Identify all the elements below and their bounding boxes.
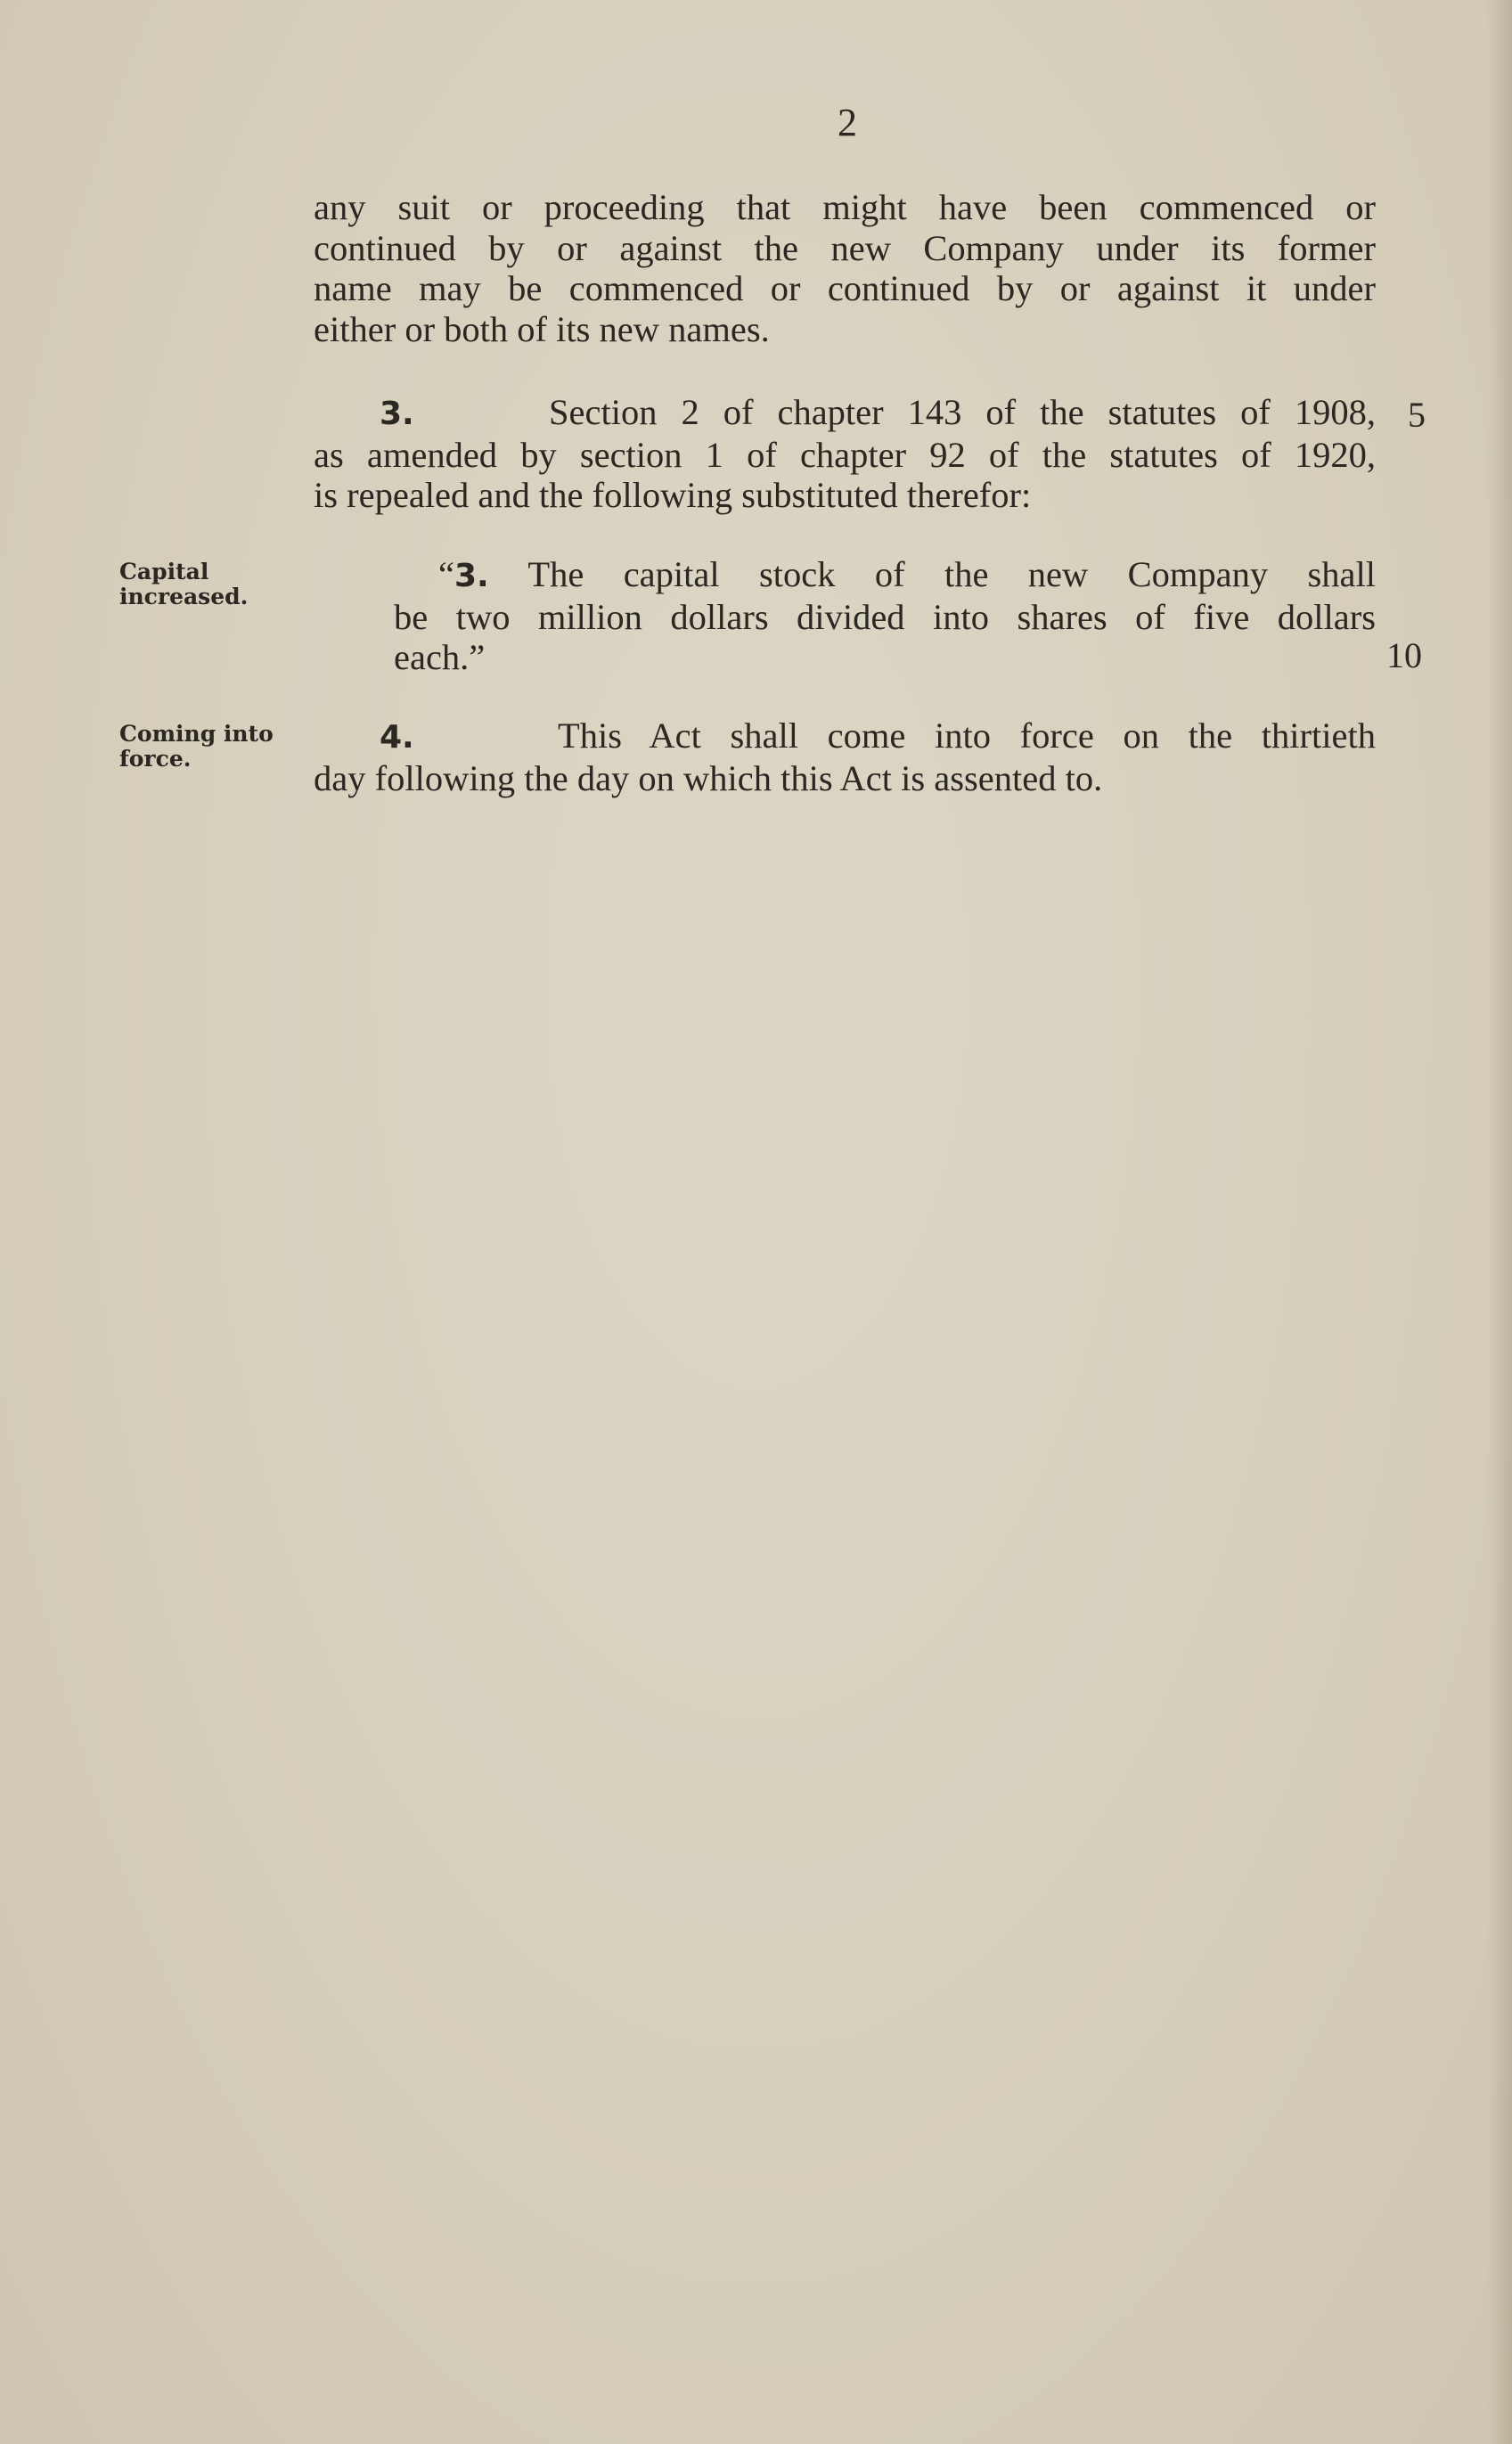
paragraph-continuation <box>314 187 1376 349</box>
text-line: any suit or proceeding that might have been commenced or <box>314 187 1376 227</box>
text-line: name may be commenced or continued by or against it under <box>314 268 1376 308</box>
open-quote: “ <box>438 554 454 594</box>
section-number: 3. <box>454 558 489 594</box>
text-line: continued by or against the new Company under its former <box>314 227 1376 268</box>
text-line: each.” <box>394 637 486 677</box>
line-number-5: 5 <box>1408 395 1426 435</box>
text-line: be two million dollars divided into shares of five dollars <box>394 596 1376 637</box>
text-line <box>314 392 1376 435</box>
text-line-content: The capital stock of the new Company shall <box>488 554 1376 594</box>
text-line <box>314 715 1376 758</box>
line-number-10: 10 <box>1386 635 1422 675</box>
text-line-content: Section 2 of chapter 143 of the statutes of 1908, <box>549 392 1376 432</box>
margin-note-line: increased. <box>119 584 249 609</box>
quoted-section-paragraph <box>394 554 1376 678</box>
text-line: is repealed and the following substituted therefor: <box>314 475 1032 515</box>
text-line <box>394 554 1376 597</box>
text-line: day following the day on which this Act is assented to. <box>314 757 1103 798</box>
section-3-paragraph <box>314 392 1376 516</box>
text-line-content: This Act shall come into force on the thirtieth <box>558 715 1376 756</box>
section-number: 3. <box>380 396 414 432</box>
section-4-paragraph <box>314 715 1376 798</box>
margin-note-capital-increased <box>119 560 248 609</box>
page-number: 2 <box>838 101 857 144</box>
margin-note-line: Coming into <box>119 721 274 747</box>
section-number: 4. <box>380 719 414 756</box>
text-line: as amended by section 1 of chapter 92 of the statutes of 1920, <box>314 434 1376 475</box>
margin-note-coming-into-force <box>119 722 274 772</box>
page-edge-shadow <box>1487 0 1512 2444</box>
margin-note-line: Capital <box>119 559 209 584</box>
margin-note-line: force. <box>119 746 192 772</box>
text-line: either or both of its new names. <box>314 308 770 349</box>
